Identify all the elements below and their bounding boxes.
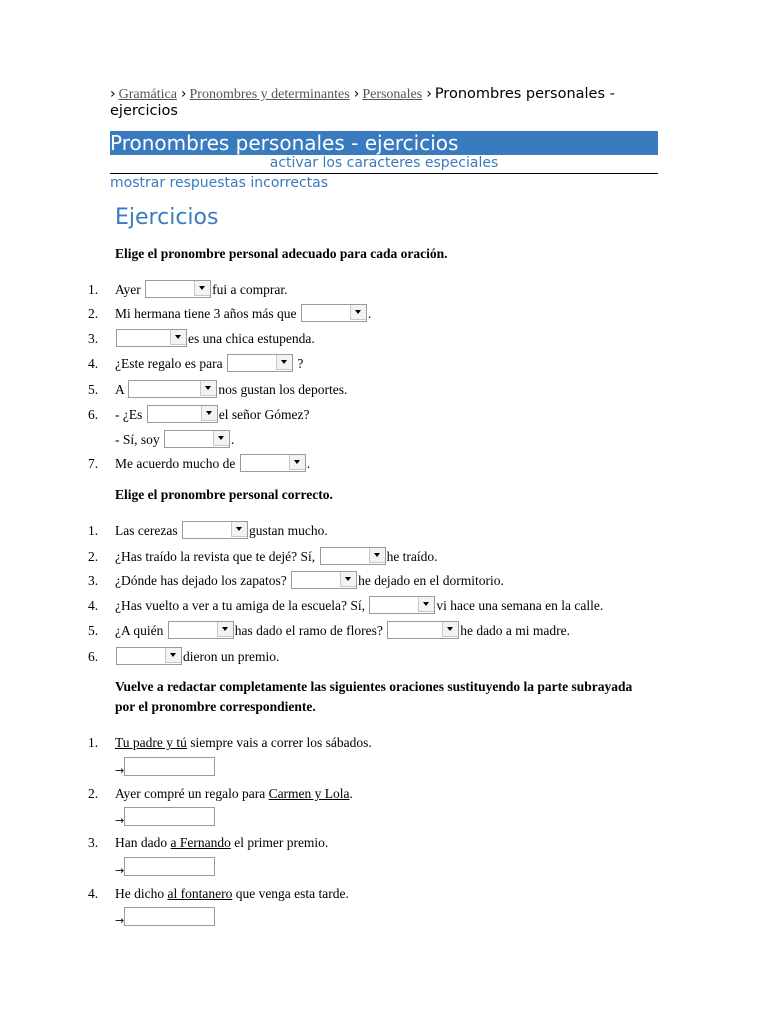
- breadcrumb-link-pronombres[interactable]: Pronombres y determinantes: [189, 87, 350, 102]
- item-text: fui a comprar.: [212, 282, 288, 297]
- item-text: - ¿Es: [115, 407, 143, 422]
- item-number: 4.: [88, 356, 99, 371]
- item-text: el primer premio.: [230, 835, 329, 850]
- exercise-2-item: [88, 647, 279, 667]
- item-text: ?: [297, 356, 304, 371]
- pronoun-select[interactable]: [227, 354, 293, 372]
- exercise-3-instruction: Vuelve a redactar completamente las siguientes oraciones sustituyendo la parte subrayada por el pronombre correspondiente.: [115, 679, 633, 714]
- answer-input[interactable]: [124, 757, 215, 776]
- item-text: ¿A quién: [115, 623, 164, 638]
- item-text: has dado el ramo de flores?: [234, 623, 383, 638]
- item-number: 1.: [88, 735, 99, 750]
- exercise-1-item: [88, 329, 315, 349]
- pronoun-select[interactable]: [182, 521, 248, 539]
- item-number: 5.: [88, 382, 99, 397]
- activate-special-chars-link[interactable]: activar los caracteres especiales: [110, 155, 658, 174]
- item-number: 6.: [88, 649, 99, 664]
- item-text: Mi hermana tiene 3 años más que: [115, 306, 297, 321]
- item-number: 3.: [88, 573, 99, 588]
- exercise-3-item: [88, 884, 349, 904]
- item-number: 2.: [88, 306, 99, 321]
- item-number: 7.: [88, 456, 99, 471]
- item-number: 6.: [88, 407, 99, 422]
- item-number: 2.: [88, 786, 99, 801]
- answer-input[interactable]: [124, 807, 215, 826]
- item-text: es una chica estupenda.: [188, 331, 315, 346]
- item-text: ¿Has vuelto a ver a tu amiga de la escuela? Sí,: [115, 598, 366, 613]
- item-number: 3.: [88, 835, 99, 850]
- item-number: 1.: [88, 282, 99, 297]
- item-text: nos gustan los deportes.: [218, 382, 348, 397]
- breadcrumb: [110, 86, 670, 120]
- exercise-2-item: [88, 571, 504, 591]
- breadcrumb-separator: ›: [180, 86, 187, 102]
- breadcrumb-separator: ›: [426, 86, 432, 102]
- show-wrong-answers-link[interactable]: mostrar respuestas incorrectas: [110, 175, 329, 191]
- pronoun-select[interactable]: [320, 547, 386, 565]
- exercise-3-item: [88, 833, 328, 853]
- pronoun-select[interactable]: [387, 621, 459, 639]
- item-text: Las cerezas: [115, 523, 178, 538]
- chevron-down-icon: [217, 622, 233, 637]
- item-text: Han dado: [115, 835, 171, 850]
- answer-input[interactable]: [124, 907, 215, 926]
- breadcrumb-link-personales[interactable]: Personales: [362, 87, 423, 102]
- item-text: ¿Has traído la revista que te dejé? Sí,: [115, 549, 316, 564]
- chevron-down-icon: [200, 381, 216, 396]
- item-text: .: [306, 456, 311, 471]
- item-text: he dado a mi madre.: [460, 623, 571, 638]
- exercise-2-item: [88, 547, 438, 567]
- item-text: he traído.: [386, 549, 438, 564]
- item-number: 2.: [88, 549, 99, 564]
- chevron-down-icon: [442, 622, 458, 637]
- item-text: que venga esta tarde.: [232, 886, 349, 901]
- exercise-2-item: [88, 596, 603, 616]
- breadcrumb-separator: ›: [110, 86, 116, 102]
- exercise-1-item: [88, 430, 234, 450]
- underlined-phrase: a Fernando: [170, 835, 231, 850]
- answer-line: [88, 807, 215, 831]
- chevron-down-icon: [170, 330, 186, 345]
- item-number: 5.: [88, 623, 99, 638]
- item-text: he dejado en el dormitorio.: [358, 573, 504, 588]
- pronoun-select[interactable]: [240, 454, 306, 472]
- pronoun-select[interactable]: [369, 596, 435, 614]
- chevron-down-icon: [201, 406, 217, 421]
- section-title: Ejercicios: [115, 205, 219, 230]
- item-text: Me acuerdo mucho de: [115, 456, 236, 471]
- pronoun-select[interactable]: [291, 571, 357, 589]
- underlined-phrase: Tu padre y tú: [115, 735, 187, 750]
- item-text: A: [115, 382, 125, 397]
- arrow-right-icon: →: [115, 814, 125, 827]
- underlined-phrase: al fontanero: [167, 886, 233, 901]
- exercise-1-item: [88, 405, 309, 425]
- chevron-down-icon: [231, 522, 247, 537]
- arrow-right-icon: →: [115, 764, 125, 777]
- item-text: .: [349, 786, 353, 801]
- exercise-1-item: [88, 304, 371, 324]
- chevron-down-icon: [194, 281, 210, 296]
- chevron-down-icon: [350, 305, 366, 320]
- underlined-phrase: Carmen y Lola: [268, 786, 350, 801]
- pronoun-select[interactable]: [116, 647, 182, 665]
- page-title: Pronombres personales - ejercicios: [110, 131, 658, 155]
- item-text: Ayer: [115, 282, 141, 297]
- exercise-1-item: [88, 380, 347, 400]
- chevron-down-icon: [289, 455, 305, 470]
- item-text: siempre vais a correr los sábados.: [186, 735, 372, 750]
- item-number: 4.: [88, 886, 99, 901]
- exercise-1-item: [88, 354, 303, 374]
- pronoun-select[interactable]: [301, 304, 367, 322]
- item-number: 3.: [88, 331, 99, 346]
- arrow-right-icon: →: [115, 914, 125, 927]
- exercise-3-item: [88, 733, 372, 753]
- exercise-2-item: [88, 621, 570, 641]
- pronoun-select[interactable]: [147, 405, 218, 423]
- breadcrumb-current: Pronombres personales - ejercicios: [110, 86, 615, 119]
- chevron-down-icon: [213, 431, 229, 446]
- pronoun-select[interactable]: [168, 621, 234, 639]
- chevron-down-icon: [165, 648, 181, 663]
- item-text: el señor Gómez?: [218, 407, 310, 422]
- item-text: - Sí, soy: [115, 432, 160, 447]
- answer-line: [88, 857, 215, 881]
- chevron-down-icon: [418, 597, 434, 612]
- exercise-3-item: [88, 784, 353, 804]
- item-text: He dicho: [115, 886, 168, 901]
- pronoun-select[interactable]: [145, 280, 211, 298]
- exercise-1-instruction: Elige el pronombre personal adecuado para cada oración.: [115, 246, 448, 261]
- chevron-down-icon: [369, 548, 385, 563]
- item-text: vi hace una semana en la calle.: [436, 598, 604, 613]
- item-text: .: [231, 432, 235, 447]
- answer-line: [88, 907, 215, 931]
- exercise-2-item: [88, 521, 328, 541]
- item-text: Ayer compré un regalo para: [115, 786, 269, 801]
- pronoun-select[interactable]: [116, 329, 187, 347]
- exercise-1-item: [88, 454, 310, 474]
- item-number: 4.: [88, 598, 99, 613]
- item-text: ¿Dónde has dejado los zapatos?: [115, 573, 287, 588]
- chevron-down-icon: [276, 355, 292, 370]
- item-text: dieron un premio.: [183, 649, 280, 664]
- exercise-1-item: [88, 280, 287, 300]
- chevron-down-icon: [340, 572, 356, 587]
- pronoun-select[interactable]: [128, 380, 217, 398]
- exercise-2-instruction: Elige el pronombre personal correcto.: [115, 487, 333, 502]
- arrow-right-icon: →: [115, 864, 125, 877]
- answer-input[interactable]: [124, 857, 215, 876]
- answer-line: [88, 757, 215, 781]
- item-text: .: [367, 306, 372, 321]
- breadcrumb-link-gramatica[interactable]: Gramática: [118, 87, 177, 102]
- item-text: gustan mucho.: [248, 523, 328, 538]
- item-number: 1.: [88, 523, 99, 538]
- pronoun-select[interactable]: [164, 430, 230, 448]
- item-text: ¿Este regalo es para: [115, 356, 223, 371]
- breadcrumb-separator: ›: [353, 86, 360, 102]
